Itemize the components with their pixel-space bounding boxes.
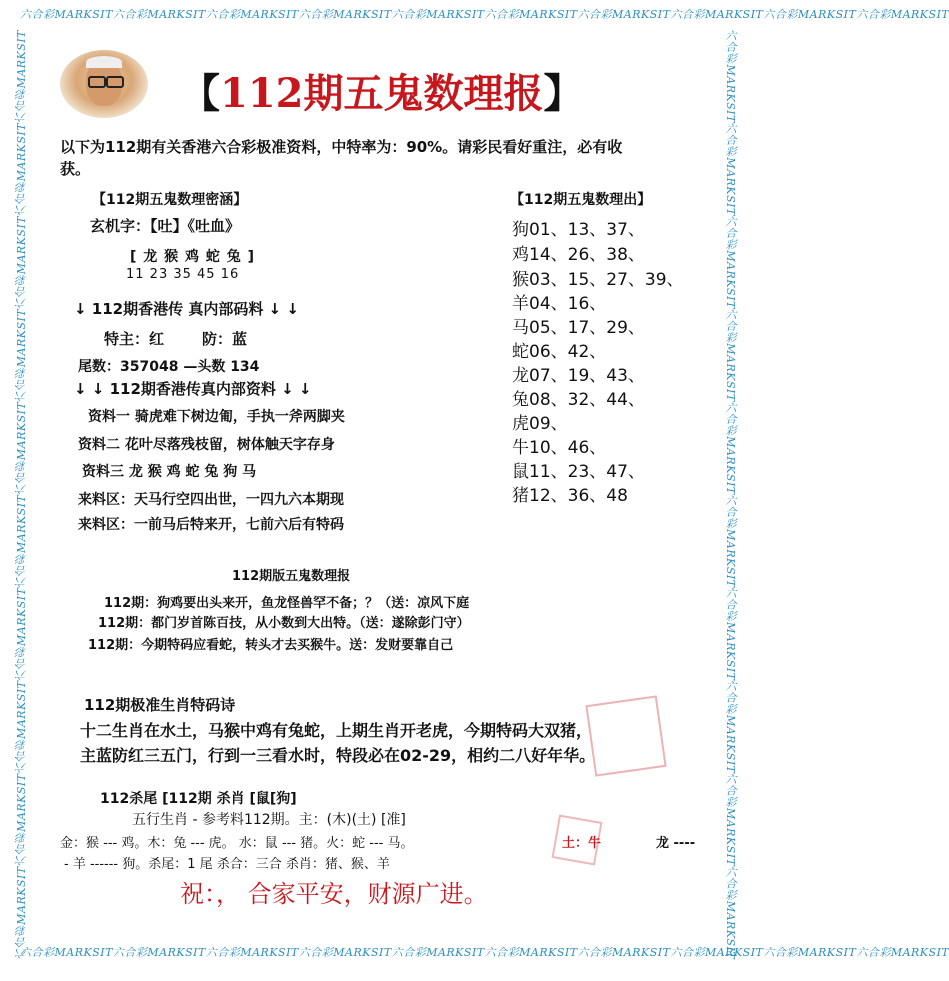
mid-subtitle: 112期版五鬼数理报 bbox=[232, 569, 351, 584]
numbers-line: 11 23 35 45 16 bbox=[126, 267, 240, 282]
ziliao-2: 资料二 花叶尽落残枝留，树体触天字存身 bbox=[78, 437, 335, 453]
bottom-line-2: 五行生肖 - 参考料112期。主：(木)(土) [准] bbox=[132, 812, 406, 828]
title-bracket-close: 】 bbox=[543, 70, 584, 117]
title-text: 112期五鬼数理报 bbox=[220, 70, 544, 117]
tu-label: 土：牛 bbox=[562, 836, 602, 851]
page-title bbox=[180, 62, 584, 119]
bottom-line-3: 金：猴 --- 鸡。木：兔 --- 虎。 水：鼠 --- 猪。火：蛇 --- 马。 bbox=[60, 836, 414, 851]
list-item: 龙07、19、43、 bbox=[512, 366, 645, 386]
bottom-line-1: 112杀尾 [112期 杀肖 [鼠[狗] bbox=[100, 791, 297, 807]
border-left: 六合彩MARKSIT六合彩MARKSIT六合彩MARKSIT六合彩MARKSIT六合彩MARKSIT六合彩MARKSIT六合彩MARKSIT六合彩MARKSIT六合彩MARKSIT六合彩MARKSIT bbox=[15, 30, 28, 960]
border-top: 六合彩MARKSIT六合彩MARKSIT六合彩MARKSIT六合彩MARKSIT六合彩MARKSIT六合彩MARKSIT六合彩MARKSIT六合彩MARKSIT六合彩MARKSIT六合彩MARKSIT bbox=[20, 8, 949, 21]
poem-line-2: 主蓝防红三五门，行到一三看水时，特段必在02-29，相约二八好年华。 bbox=[80, 746, 596, 765]
small-red-stamp bbox=[552, 815, 603, 866]
intro-line-1: 以下为112期有关香港六合彩极准资料，中特率为：90%。请彩民看好重注，必有收 bbox=[60, 138, 623, 156]
ziliao-1: 资料一 骑虎难下树边匍，手执一斧两脚夹 bbox=[88, 409, 345, 425]
list-item: 狗01、13、37、 bbox=[512, 220, 645, 240]
list-item: 牛10、46、 bbox=[512, 438, 607, 458]
intro-line-2: 获。 bbox=[60, 160, 91, 178]
list-item: 猴03、15、27、39、 bbox=[512, 270, 684, 290]
poem-title: 112期极准生肖特码诗 bbox=[84, 696, 236, 714]
animals-line: [ 龙 猴 鸡 蛇 兔 ] bbox=[130, 249, 256, 265]
long-label: 龙 ---- bbox=[656, 836, 696, 851]
hair-icon bbox=[86, 56, 122, 68]
avatar bbox=[60, 50, 148, 118]
section-title-hk-code: ↓ 112期香港传 真内部码料 ↓ ↓ bbox=[74, 300, 299, 318]
laiqu-2: 来料区：一前马后特来开，七前六后有特码 bbox=[78, 517, 344, 533]
border-right: 六合彩MARKSIT六合彩MARKSIT六合彩MARKSIT六合彩MARKSIT六合彩MARKSIT六合彩MARKSIT六合彩MARKSIT六合彩MARKSIT六合彩MARKSIT六合彩MARKSIT bbox=[724, 30, 737, 960]
mid-line-2: 112期：都门岁首陈百技，从小数到大出特。（送：遂除彭门守） bbox=[98, 616, 470, 631]
list-item: 鸡14、26、38、 bbox=[512, 245, 645, 265]
tezhu-label: 特主：红 bbox=[104, 330, 165, 348]
section-title-mihan: 【112期五鬼数理密涵】 bbox=[92, 192, 248, 208]
list-item: 羊04、16、 bbox=[512, 294, 607, 314]
list-item: 虎09、 bbox=[512, 414, 568, 434]
list-item: 马05、17、29、 bbox=[512, 318, 645, 338]
laiqu-1: 来料区：天马行空四出世，一四九六本期现 bbox=[78, 492, 344, 508]
title-bracket-open: 【 bbox=[180, 70, 220, 117]
weishu-line: 尾数：357048 —头数 134 bbox=[78, 359, 260, 375]
list-item: 猪12、36、48 bbox=[512, 486, 628, 506]
poem-line-1: 十二生肖在水土，马猴中鸡有兔蛇，上期生肖开老虎，今期特码大双猪， bbox=[80, 721, 593, 740]
list-item: 兔08、32、44、 bbox=[512, 390, 645, 410]
mid-line-1: 112期：狗鸡要出头来开，鱼龙怪兽罕不备；？（送：凉风下庭 bbox=[104, 596, 470, 611]
blessing: 祝：， 合家平安，财源广进。 bbox=[180, 880, 488, 908]
ziliao-3: 资料三 龙 猴 鸡 蛇 兔 狗 马 bbox=[82, 464, 257, 480]
list-item: 鼠11、23、47、 bbox=[512, 462, 645, 482]
bottom-line-4: - 羊 ------ 狗。杀尾：1 尾 杀合：三合 杀肖：猪、猴、羊 bbox=[64, 857, 390, 872]
glasses-right-icon bbox=[106, 76, 124, 88]
mid-line-3: 112期：今期特码应看蛇，转头才去买猴牛。送：发财要靠自己 bbox=[88, 638, 454, 653]
red-stamp bbox=[585, 695, 666, 776]
border-bottom: 六合彩MARKSIT六合彩MARKSIT六合彩MARKSIT六合彩MARKSIT六合彩MARKSIT六合彩MARKSIT六合彩MARKSIT六合彩MARKSIT六合彩MARKSIT六合彩MARKSIT bbox=[20, 946, 949, 959]
right-section-title: 【112期五鬼数理出】 bbox=[510, 192, 652, 208]
xuanji-line: 玄机字：【吐】《吐血》 bbox=[90, 217, 241, 235]
list-item: 蛇06、42、 bbox=[512, 342, 607, 362]
glasses-left-icon bbox=[88, 76, 106, 88]
section-title-hk-data: ↓ ↓ 112期香港传真内部资料 ↓ ↓ bbox=[74, 380, 312, 398]
fang-label: 防：蓝 bbox=[202, 330, 248, 348]
